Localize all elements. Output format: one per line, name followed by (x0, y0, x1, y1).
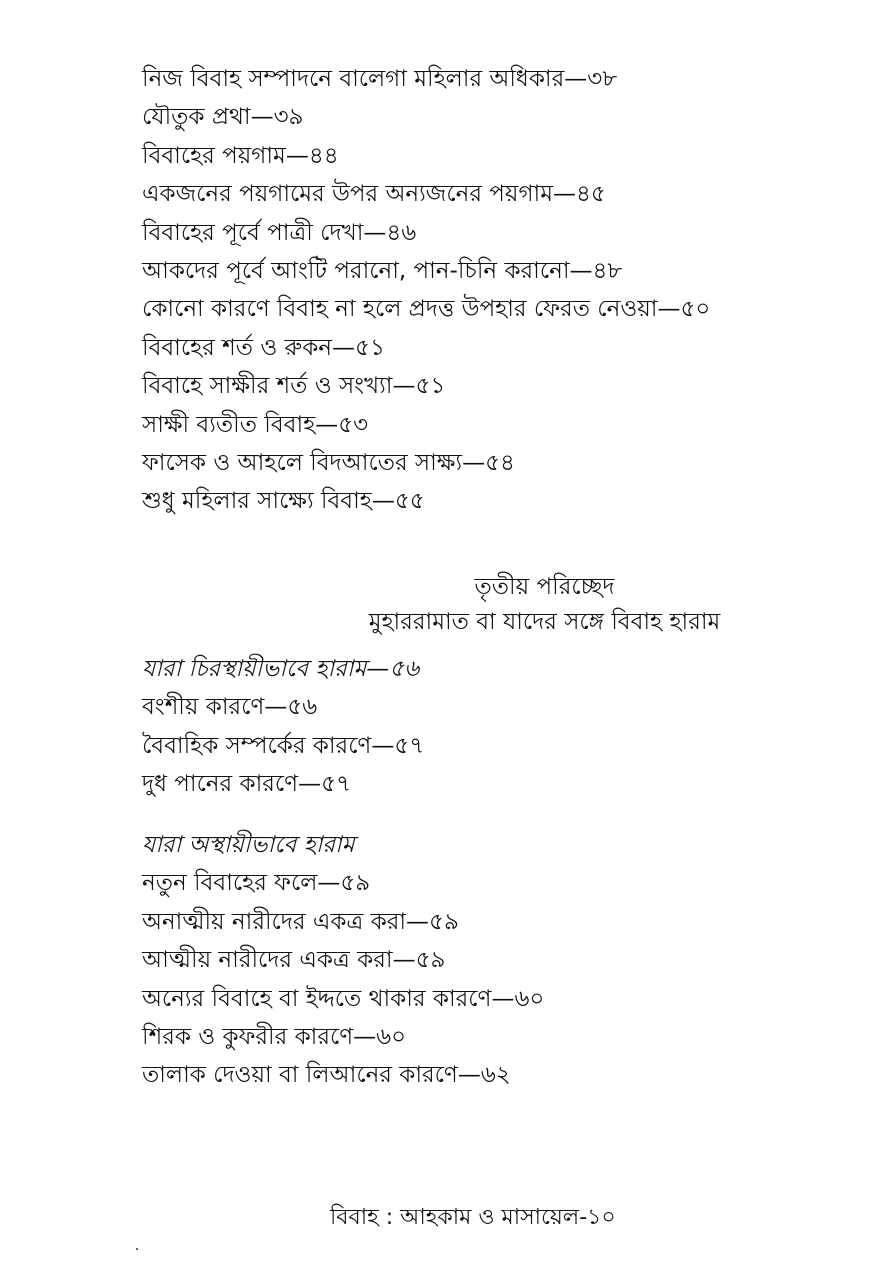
toc-entry-page: ৪৪ (308, 142, 339, 169)
entry-separator: — (657, 296, 681, 323)
entry-separator: — (406, 908, 430, 935)
group-heading-permanent (142, 650, 832, 688)
toc-entry-title: বৈবাহিক সম্পর্কের কারণে (142, 732, 372, 759)
entry-separator: — (392, 373, 416, 400)
toc-entry-page: ৫০ (680, 296, 711, 323)
toc-entry-title: তালাক দেওয়া বা লিআনের কারণে (142, 1062, 458, 1089)
entry-separator: — (392, 947, 416, 974)
toc-list (142, 688, 832, 803)
toc-entry-title: আত্মীয় নারীদের একত্র করা (142, 947, 393, 974)
toc-entry (142, 903, 832, 941)
entry-separator: — (569, 257, 593, 284)
toc-entry-page: ৫৩ (338, 411, 369, 438)
entry-separator: — (264, 694, 288, 721)
entry-separator: — (353, 1023, 377, 1050)
toc-entry-page: ৫৪ (485, 449, 515, 476)
toc-entry-title: কোনো কারণে বিবাহ না হলে প্রদত্ত উপহার ফেরত নেওয়া (142, 296, 658, 323)
toc-entry (142, 367, 832, 405)
toc-entry-page: ৫৬ (287, 694, 318, 721)
toc-entry-title: আকদের পূর্বে আংটি পরানো, পান-চিনি করানো (142, 257, 570, 284)
toc-section-marriage-conditions (142, 60, 832, 521)
toc-entry-page: ৫১ (355, 334, 385, 361)
toc-entry (142, 1056, 832, 1094)
toc-entry (142, 290, 832, 328)
toc-entry (142, 214, 832, 252)
toc-entry (142, 329, 832, 367)
toc-entry-page: ৫৫ (394, 488, 425, 515)
toc-entry-title: অনাত্মীয় নারীদের একত্র করা (142, 908, 407, 935)
toc-entry (142, 137, 832, 175)
entry-separator: — (371, 488, 395, 515)
toc-entry (142, 941, 832, 979)
toc-section-permanent-prohibition (142, 650, 832, 804)
group-heading-temporary: যারা অস্থায়ীভাবে হারাম (142, 832, 355, 858)
toc-entry-title: বংশীয় কারণে (142, 694, 265, 721)
toc-entry (142, 727, 832, 765)
toc-entry (142, 406, 832, 444)
toc-entry-title: বিবাহে সাক্ষীর শর্ত ও সংখ্যা (142, 373, 393, 400)
group-heading-label: যারা চিরস্থায়ীভাবে হারাম (142, 656, 367, 682)
scan-speck (136, 1248, 138, 1250)
toc-entry (142, 980, 832, 1018)
toc-entry-title: দুধ পানের কারণে (142, 771, 299, 798)
chapter-subtitle: মুহাররামাত বা যাদের সঙ্গে বিবাহ হারাম (368, 609, 721, 635)
entry-separator: — (317, 870, 341, 897)
toc-entry (142, 175, 832, 213)
toc-entry-title: একজনের পয়গামের উপর অন্যজনের পয়গাম (142, 181, 553, 208)
toc-entry-title: অন্যের বিবাহে বা ইদ্দতে থাকার কারণে (142, 985, 492, 1012)
toc-entry-page: ৩৮ (587, 66, 618, 92)
toc-entry-page: ৫৯ (429, 908, 459, 935)
toc-entry-page: ৬০ (376, 1023, 407, 1050)
entry-separator: — (457, 1062, 481, 1089)
page-footer: বিবাহ : আহকাম ও মাসায়েল-১০ (330, 1205, 616, 1230)
entry-separator: — (552, 181, 576, 208)
toc-entry-page: ৩৯ (273, 104, 304, 131)
toc-entry-page: ৪৫ (575, 181, 606, 208)
toc-entry-page: ৪৮ (592, 257, 623, 284)
toc-entry-title: শুধু মহিলার সাক্ষ্যে বিবাহ (142, 488, 372, 515)
toc-entry (142, 765, 832, 803)
entry-separator: — (285, 142, 309, 169)
entry-separator: — (315, 411, 339, 438)
entry-separator: — (564, 66, 588, 92)
toc-entry (142, 444, 832, 482)
toc-entry (142, 252, 832, 290)
toc-entry-title: যৌতুক প্রথা (142, 104, 251, 131)
toc-entry (142, 864, 832, 902)
toc-entry (142, 688, 832, 726)
entry-separator: — (332, 334, 356, 361)
entry-separator: — (462, 449, 486, 476)
toc-entry-title: বিবাহের পয়গাম (142, 142, 286, 169)
toc-entry (142, 60, 832, 98)
toc-entry-page: ৫৭ (321, 771, 351, 798)
toc-entry-page: ৬০ (514, 985, 545, 1012)
group-heading-page: ৫৬ (389, 656, 420, 682)
toc-entry-title: ফাসেক ও আহলে বিদআতের সাক্ষ্য (142, 449, 463, 476)
entry-separator: — (491, 985, 515, 1012)
toc-entry-title: নতুন বিবাহের ফলে (142, 870, 318, 897)
toc-entry-page: ৫৯ (340, 870, 371, 897)
toc-entry (142, 98, 832, 136)
toc-entry-page: ৫৭ (394, 732, 425, 759)
entry-separator: — (363, 219, 387, 246)
entry-separator: — (371, 732, 395, 759)
entry-separator: — (250, 104, 274, 131)
toc-entry-title: শিরক ও কুফরীর কারণে (142, 1023, 354, 1050)
toc-section-temporary-prohibition (142, 826, 832, 1095)
toc-entry-page: ৪৬ (386, 219, 417, 246)
toc-entry (142, 482, 832, 520)
toc-entry-title: নিজ বিবাহ সম্পাদনে বালেগা মহিলার অধিকার (142, 66, 565, 92)
toc-entry-title: সাক্ষী ব্যতীত বিবাহ (142, 411, 316, 438)
toc-entry-title: বিবাহের শর্ত ও রুকন (142, 334, 333, 361)
entry-separator: — (298, 771, 322, 798)
chapter-title: তৃতীয় পরিচ্ছেদ (474, 574, 615, 600)
toc-entry-page: ৬২ (480, 1062, 511, 1089)
entry-separator: — (366, 656, 390, 682)
toc-list (142, 864, 832, 1094)
toc-entry (142, 1018, 832, 1056)
toc-entry-title: বিবাহের পূর্বে পাত্রী দেখা (142, 219, 364, 246)
toc-entry-page: ৫৯ (415, 947, 446, 974)
toc-entry-page: ৫১ (415, 373, 446, 400)
